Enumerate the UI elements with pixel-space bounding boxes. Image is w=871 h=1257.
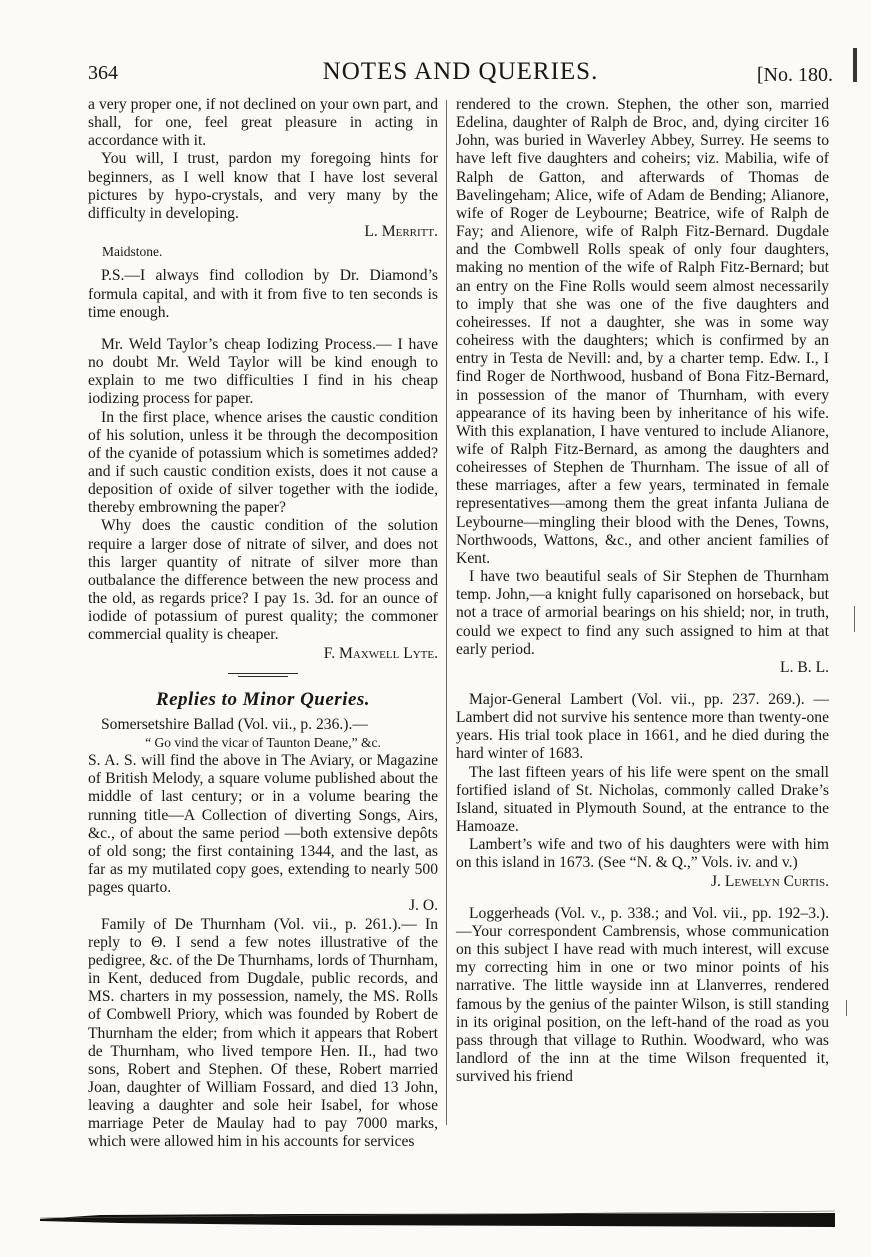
- paragraph: Loggerheads (Vol. v., p. 338.; and Vol. vii., pp. 192–3.).—Your correspondent Cambrensis, whose communication on this subject I have read with much interest, will excuse my correcting him in one or two minor points of his narrative. The little wayside inn at Llanverres, rendered famous by the genius of the painter Wilson, is still standing in its original position, on the left-hand of the road as you pass through that village to Ruthin. Woodward, who was landlord of the inn at the time Wilson frequented it, survived his friend: [456, 904, 829, 1086]
- margin-mark-lower: [846, 1000, 847, 1016]
- section-heading: Replies to Minor Queries.: [155, 688, 371, 710]
- paragraph: a very proper one, if not declined on your own part, and shall, for one, feel great pleasure in acting in accordance with it.: [88, 96, 438, 150]
- paragraph: Maidstone.: [102, 244, 163, 260]
- bottom-border: [40, 1210, 835, 1230]
- paragraph: S. A. S. will find the above in The Aviary, or Magazine of British Melody, a square volume published about the middle of last century; or in a volume bearing the running title—A Collection of diverting Songs, Airs, &c., of about the same period —both extensive depôts of old song; the first containing 1344, and the last, as far as my mutilated copy goes, extending to nearly 500 pages quarto.: [88, 752, 438, 897]
- paragraph: Family of De Thurnham (Vol. vii., p. 261.).— In reply to Θ. I send a few notes illustrative of the pedigree, &c. of the De Thurnhams, lords of Thurnham, in Kent, deduced from Dugdale, public records, and MS. charters in my possession, namely, the MS. Rolls of Combwell Priory, which was founded by Robert de Thurnham the elder; from which it appears that Robert de Thurnham, who lived tempore Hen. II., had two sons, Robert and Stephen. Of these, Robert married Joan, daughter of William Fossard, and died 13 John, leaving a daughter and sole heir Isabel, for whose marriage Peter de Maulay had to pay 7000 marks, which were allowed him in his accounts for services: [88, 915, 438, 1151]
- paragraph: Lambert’s wife and two of his daughters were with him on this island in 1673. (See “N. & Q.,” Vols. iv. and v.): [456, 836, 829, 872]
- issue-number: [No. 180.: [756, 64, 833, 86]
- signature: L. Merritt.: [364, 223, 438, 241]
- paragraph: rendered to the crown. Stephen, the other son, married Edelina, daughter of Ralph de Broc, and, dying circiter 16 John, was buried in Waverley Abbey, Surrey. He seems to have left five daughters and coheirs; viz. Mabilia, wife of Ralph de Gatton, and afterwards of Thomas de Bavelingeham; Alice, wife of Adam de Bending; Alianore, wife of Roger de Leybourne; Beatrice, wife of Ralph de Fay; and Alienore, wife of Ralph Fitz-Bernard. Dugdale and the Combwell Rolls speak of only four daughters, making no mention of the wife of Ralph Fitz-Bernard; but an entry on the Fine Rolls would seem almost necessarily to imply that she was one of the five daughters and coheiresses. If not a daughter, she was in some way coheiress with the daughters; which is confirmed by an entry in Testa de Nevill: and, by a charter temp. Edw. I., I find Roger de Northwood, husband of Bona Fitz-Bernard, in possession of the manor of Thurnham, with every appearance of its having been by inheritance of his wife. With this explanation, I have ventured to include Alianore, wife of Ralph Fitz-Bernard, as among the daughters and coheiresses of Stephen de Thurnham. The issue of all of these marriages, after a few years, terminated in female representatives—among them the great infanta Juliana de Leybourne—mingling their blood with the Denes, Towns, Northwoods, Wattons, &c., and other ancient families of Kent.: [456, 96, 829, 567]
- column-rule: [446, 100, 447, 1125]
- right-column: [456, 96, 829, 1086]
- spacer: [456, 677, 829, 691]
- margin-mark: [854, 606, 855, 632]
- signature: F. Maxwell Lyte.: [323, 644, 438, 662]
- paragraph: The last fifteen years of his life were spent on the small fortified island of St. Nicholas, commonly called Drake’s Island, situated in Plymouth Sound, at the entrance to the Hamoaze.: [456, 763, 829, 836]
- page-number: 364: [88, 62, 118, 84]
- signature: L. B. L.: [780, 658, 829, 676]
- paragraph: Why does the caustic condition of the solution require a larger dose of nitrate of silver, and does not this larger quantity of nitrate of silver more than outbalance the difference between the new process and the old, as regards price? I pay 1s. 3d. for an ounce of iodide of potassium of purest quality; the commoner commercial quality is cheaper.: [88, 517, 438, 644]
- running-header: [88, 58, 833, 90]
- section-ornament: [88, 671, 438, 677]
- left-column: [88, 96, 438, 1152]
- paragraph: I have two beautiful seals of Sir Stephen de Thurnham temp. John,—a knight fully caparisoned on horseback, but not a trace of armorial bearings on his shield; nor, in truth, could we expect to find any such assigned to him at that early period.: [456, 568, 829, 658]
- paragraph: Mr. Weld Taylor’s cheap Iodizing Process.— I have no doubt Mr. Weld Taylor will be kind enough to explain to me two difficulties I find in his cheap iodizing process for paper.: [88, 335, 438, 408]
- paragraph: In the first place, whence arises the caustic condition of his solution, unless it be through the decomposition of the cyanide of potassium which is sometimes added? and if such caustic condition exists, does it not cause a deposition of oxide of silver together with the iodide, thereby embrowning the paper?: [88, 408, 438, 517]
- paragraph: Major-General Lambert (Vol. vii., pp. 237. 269.). —Lambert did not survive his sentence more than twenty-one years. His trial took place in 1661, and he died during the hard winter of 1683.: [456, 691, 829, 763]
- binding-mark: [853, 48, 857, 82]
- signature: J. Lewelyn Curtis.: [710, 872, 829, 890]
- paragraph: You will, I trust, pardon my foregoing hints for beginners, as I well know that I have lost several pictures by hypo-crystals, and very many by the difficulty in developing.: [88, 150, 438, 222]
- paragraph: Somersetshire Ballad (Vol. vii., p. 236.).—: [101, 715, 368, 733]
- spacer: [456, 891, 829, 905]
- paragraph: P.S.—I always find collodion by Dr. Diamond’s formula capital, and with it from five to ten seconds is time enough.: [88, 267, 438, 321]
- signature: J. O.: [408, 897, 438, 915]
- spacer: [88, 322, 438, 336]
- paragraph: “ Go vind the vicar of Taunton Deane,” &c.: [145, 735, 381, 750]
- journal-title: NOTES AND QUERIES.: [322, 58, 599, 85]
